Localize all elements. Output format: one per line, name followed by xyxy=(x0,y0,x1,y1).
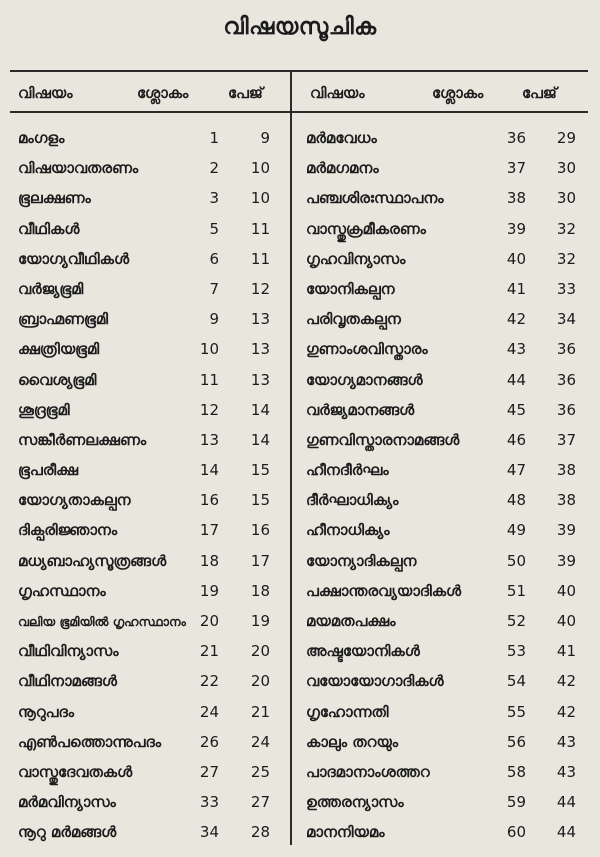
entry-title: വലിയ ഭൂമിയിൽ ഗൃഹസ്ഥാനം xyxy=(18,614,186,629)
entry-page-number: 13 xyxy=(250,370,270,389)
entry-title: പരിവൃതകല്പന xyxy=(306,310,401,329)
entry-page-number: 18 xyxy=(250,581,270,600)
entry-title: കാലും തറയും xyxy=(306,732,399,751)
entry-title: ഭൂലക്ഷണം xyxy=(18,189,91,208)
entry-shloka-number: 56 xyxy=(506,732,526,751)
index-entry xyxy=(18,154,280,184)
index-entry xyxy=(18,637,280,667)
entry-shloka-number: 55 xyxy=(506,702,526,721)
entry-shloka-number: 48 xyxy=(506,491,526,510)
entry-shloka-number: 40 xyxy=(506,249,526,268)
header-bottom-rule xyxy=(10,111,588,113)
entry-page-number: 28 xyxy=(250,823,270,842)
entry-shloka-number: 18 xyxy=(199,551,219,570)
entry-page-number: 20 xyxy=(250,672,270,691)
index-entry xyxy=(306,366,584,396)
entry-shloka-number: 13 xyxy=(199,430,219,449)
entry-title: മയമതപക്ഷം xyxy=(306,612,396,630)
index-entry xyxy=(306,577,584,607)
entry-page-number: 32 xyxy=(556,249,576,268)
entry-shloka-number: 12 xyxy=(199,400,219,419)
index-entry xyxy=(306,335,584,365)
entry-page-number: 32 xyxy=(556,219,576,238)
entry-title: വിഷയാവതരണം xyxy=(18,159,139,178)
index-entry xyxy=(306,667,584,697)
index-entry xyxy=(18,426,280,456)
entry-shloka-number: 11 xyxy=(199,370,219,389)
index-entry xyxy=(18,366,280,396)
entry-shloka-number: 49 xyxy=(506,521,526,540)
entry-shloka-number: 44 xyxy=(506,370,526,389)
entry-title: വയോയോഗാദികൾ xyxy=(306,672,444,691)
entry-shloka-number: 14 xyxy=(199,461,219,480)
entry-shloka-number: 46 xyxy=(506,430,526,449)
index-entry xyxy=(18,728,280,758)
index-entry xyxy=(306,486,584,516)
entry-shloka-number: 60 xyxy=(506,823,526,842)
entry-title: പാദമാനാംശത്തറ xyxy=(306,762,430,781)
index-entry xyxy=(18,818,280,848)
entry-page-number: 30 xyxy=(556,189,576,208)
entry-shloka-number: 9 xyxy=(209,310,219,329)
entry-title: ഗൃഹസ്ഥാനം xyxy=(18,581,106,600)
entry-shloka-number: 58 xyxy=(506,762,526,781)
index-entry xyxy=(306,547,584,577)
entry-shloka-number: 20 xyxy=(199,612,219,630)
entry-page-number: 12 xyxy=(250,279,270,298)
entry-page-number: 25 xyxy=(250,762,270,781)
entry-page-number: 42 xyxy=(556,702,576,721)
entry-shloka-number: 54 xyxy=(506,672,526,691)
entry-title: വർജ്യമാനങ്ങൾ xyxy=(306,400,415,419)
entry-title: പഞ്ചശിരഃസ്ഥാപനം xyxy=(306,189,444,208)
entry-title: ഗൃഹോന്നതി xyxy=(306,702,389,721)
entry-page-number: 39 xyxy=(556,521,576,540)
entry-shloka-number: 26 xyxy=(199,732,219,751)
index-entry xyxy=(306,184,584,214)
entry-shloka-number: 59 xyxy=(506,793,526,812)
entry-page-number: 24 xyxy=(250,732,270,751)
entry-page-number: 17 xyxy=(250,551,270,570)
index-entry xyxy=(306,396,584,426)
index-entry xyxy=(18,758,280,788)
entry-page-number: 29 xyxy=(556,129,576,147)
entry-shloka-number: 36 xyxy=(506,129,526,147)
entry-shloka-number: 53 xyxy=(506,642,526,661)
index-entry xyxy=(306,516,584,546)
entry-page-number: 11 xyxy=(250,219,270,238)
index-entry xyxy=(18,215,280,245)
index-entry xyxy=(18,275,280,305)
index-entry xyxy=(306,607,584,637)
entry-shloka-number: 37 xyxy=(506,159,526,178)
index-entry xyxy=(18,698,280,728)
entry-title: വീഥിവിന്യാസം xyxy=(18,642,119,661)
entry-page-number: 10 xyxy=(250,189,270,208)
entry-page-number: 20 xyxy=(250,642,270,661)
entry-title: വീഥികൾ xyxy=(18,219,80,238)
entry-page-number: 11 xyxy=(250,249,270,268)
entry-title: നൂറു മർമങ്ങൾ xyxy=(18,823,117,842)
entry-page-number: 44 xyxy=(556,793,576,812)
index-entry xyxy=(306,637,584,667)
entry-title: ദീർഘാധിക്യം xyxy=(306,491,399,510)
entry-title: മംഗളം xyxy=(18,129,65,147)
index-entry xyxy=(306,456,584,486)
entry-page-number: 30 xyxy=(556,159,576,178)
entry-shloka-number: 24 xyxy=(199,702,219,721)
entry-title: വാസ്തുദേവതകൾ xyxy=(18,762,133,781)
index-entry xyxy=(18,788,280,818)
entry-title: മർമവേധം xyxy=(306,129,377,147)
index-entry xyxy=(306,245,584,275)
entry-shloka-number: 10 xyxy=(199,340,219,359)
left-index-column xyxy=(18,124,280,849)
entry-shloka-number: 39 xyxy=(506,219,526,238)
entry-shloka-number: 27 xyxy=(199,762,219,781)
entry-page-number: 36 xyxy=(556,340,576,359)
index-entry xyxy=(18,607,280,637)
entry-title: യോഗ്യതാകല്പന xyxy=(18,491,131,510)
index-entry xyxy=(18,667,280,697)
entry-title: ഉത്തരന്യാസം xyxy=(306,793,404,812)
entry-shloka-number: 16 xyxy=(199,491,219,510)
entry-shloka-number: 34 xyxy=(199,823,219,842)
entry-page-number: 43 xyxy=(556,732,576,751)
index-entry xyxy=(306,728,584,758)
entry-title: ഭൂപരീക്ഷ xyxy=(18,461,79,480)
entry-shloka-number: 38 xyxy=(506,189,526,208)
entry-title: യോഗ്യവീഥികൾ xyxy=(18,249,130,268)
entry-shloka-number: 42 xyxy=(506,310,526,329)
entry-shloka-number: 17 xyxy=(199,521,219,540)
entry-title: ദിക്പരിജ്ഞാനം xyxy=(18,521,118,540)
index-entry xyxy=(18,396,280,426)
entry-page-number: 16 xyxy=(250,521,270,540)
entry-page-number: 9 xyxy=(260,129,270,147)
entry-title: എൺപത്തൊന്നുപദം xyxy=(18,732,162,751)
index-entry xyxy=(306,275,584,305)
entry-title: ഗൃഹവിന്യാസം xyxy=(306,249,406,268)
entry-page-number: 40 xyxy=(556,612,576,630)
entry-title: യോനികല്പന xyxy=(306,279,395,298)
entry-page-number: 33 xyxy=(556,279,576,298)
entry-title: മർമഗമനം xyxy=(306,159,379,178)
entry-shloka-number: 3 xyxy=(209,189,219,208)
entry-shloka-number: 33 xyxy=(199,793,219,812)
index-entry xyxy=(18,516,280,546)
entry-shloka-number: 52 xyxy=(506,612,526,630)
entry-shloka-number: 41 xyxy=(506,279,526,298)
entry-page-number: 34 xyxy=(556,310,576,329)
index-entry xyxy=(306,426,584,456)
left-header-shloka: ശ്ലോകം xyxy=(137,84,189,102)
entry-page-number: 10 xyxy=(250,159,270,178)
entry-page-number: 15 xyxy=(250,491,270,510)
index-entry xyxy=(18,305,280,335)
entry-page-number: 36 xyxy=(556,400,576,419)
entry-page-number: 21 xyxy=(250,702,270,721)
entry-page-number: 40 xyxy=(556,581,576,600)
entry-title: യോഗ്യമാനങ്ങൾ xyxy=(306,370,423,389)
entry-title: നൂറുപദം xyxy=(18,702,75,721)
entry-shloka-number: 2 xyxy=(209,159,219,178)
header-top-rule xyxy=(10,70,588,72)
entry-page-number: 39 xyxy=(556,551,576,570)
entry-page-number: 27 xyxy=(250,793,270,812)
entry-shloka-number: 19 xyxy=(199,581,219,600)
page-title: വിഷയസൂചിക xyxy=(223,14,377,40)
entry-title: ഗുണാംശവിസ്താരം xyxy=(306,340,428,359)
entry-title: മാനനിയമം xyxy=(306,823,385,842)
index-entry xyxy=(18,245,280,275)
entry-shloka-number: 47 xyxy=(506,461,526,480)
index-entry xyxy=(18,456,280,486)
entry-shloka-number: 21 xyxy=(199,642,219,661)
entry-shloka-number: 5 xyxy=(209,219,219,238)
entry-page-number: 13 xyxy=(250,340,270,359)
index-entry xyxy=(18,577,280,607)
entry-title: മധ്യബാഹ്യസൂത്രങ്ങൾ xyxy=(18,551,167,570)
index-entry xyxy=(306,698,584,728)
entry-page-number: 41 xyxy=(556,642,576,661)
entry-page-number: 14 xyxy=(250,430,270,449)
index-entry xyxy=(18,184,280,214)
index-entry xyxy=(306,154,584,184)
right-header-shloka: ശ്ലോകം xyxy=(432,84,484,102)
entry-shloka-number: 22 xyxy=(199,672,219,691)
index-entry xyxy=(18,124,280,154)
index-entry xyxy=(306,215,584,245)
entry-title: ശൂദ്രഭൂമി xyxy=(18,400,70,419)
index-entry xyxy=(18,335,280,365)
entry-shloka-number: 7 xyxy=(209,279,219,298)
entry-page-number: 14 xyxy=(250,400,270,419)
index-entry xyxy=(306,758,584,788)
entry-title: മർമവിന്യാസം xyxy=(18,793,116,812)
index-entry xyxy=(18,486,280,516)
entry-shloka-number: 51 xyxy=(506,581,526,600)
right-header-page: പേജ് xyxy=(522,84,557,102)
entry-title: ബ്രാഹ്മണഭൂമി xyxy=(18,310,109,329)
entry-page-number: 43 xyxy=(556,762,576,781)
entry-page-number: 44 xyxy=(556,823,576,842)
entry-page-number: 19 xyxy=(250,612,270,630)
entry-shloka-number: 1 xyxy=(209,129,219,147)
entry-title: ഗുണവിസ്താരനാമങ്ങൾ xyxy=(306,430,460,449)
entry-shloka-number: 50 xyxy=(506,551,526,570)
entry-page-number: 38 xyxy=(556,461,576,480)
entry-shloka-number: 43 xyxy=(506,340,526,359)
index-entry xyxy=(306,124,584,154)
entry-page-number: 36 xyxy=(556,370,576,389)
right-header-subject: വിഷയം xyxy=(310,84,365,102)
entry-title: പക്ഷാന്തരവ്യയാദികൾ xyxy=(306,581,462,600)
right-index-column xyxy=(306,124,584,849)
entry-title: വർജ്യഭൂമി xyxy=(18,279,84,298)
entry-page-number: 38 xyxy=(556,491,576,510)
left-header-subject: വിഷയം xyxy=(18,84,73,102)
column-divider xyxy=(290,70,292,845)
index-entry xyxy=(306,788,584,818)
entry-page-number: 42 xyxy=(556,672,576,691)
entry-title: വീഥിനാമങ്ങൾ xyxy=(18,672,117,691)
entry-title: ഹീനാധിക്യം xyxy=(306,521,390,540)
entry-title: അഷ്ടയോനികൾ xyxy=(306,642,420,661)
entry-page-number: 13 xyxy=(250,310,270,329)
entry-page-number: 37 xyxy=(556,430,576,449)
index-entry xyxy=(306,818,584,848)
entry-page-number: 15 xyxy=(250,461,270,480)
entry-shloka-number: 6 xyxy=(209,249,219,268)
entry-title: വാസ്തുക്രമീകരണം xyxy=(306,219,426,238)
index-entry xyxy=(306,305,584,335)
entry-title: വൈശ്യഭൂമി xyxy=(18,370,97,389)
entry-shloka-number: 45 xyxy=(506,400,526,419)
index-entry xyxy=(18,547,280,577)
entry-title: സങ്കീർണലക്ഷണം xyxy=(18,430,147,449)
entry-title: യോന്യാദികല്പന xyxy=(306,551,417,570)
entry-title: ഹീനദീർഘം xyxy=(306,461,389,480)
left-header-page: പേജ് xyxy=(228,84,263,102)
entry-title: ക്ഷത്രിയഭൂമി xyxy=(18,340,100,359)
